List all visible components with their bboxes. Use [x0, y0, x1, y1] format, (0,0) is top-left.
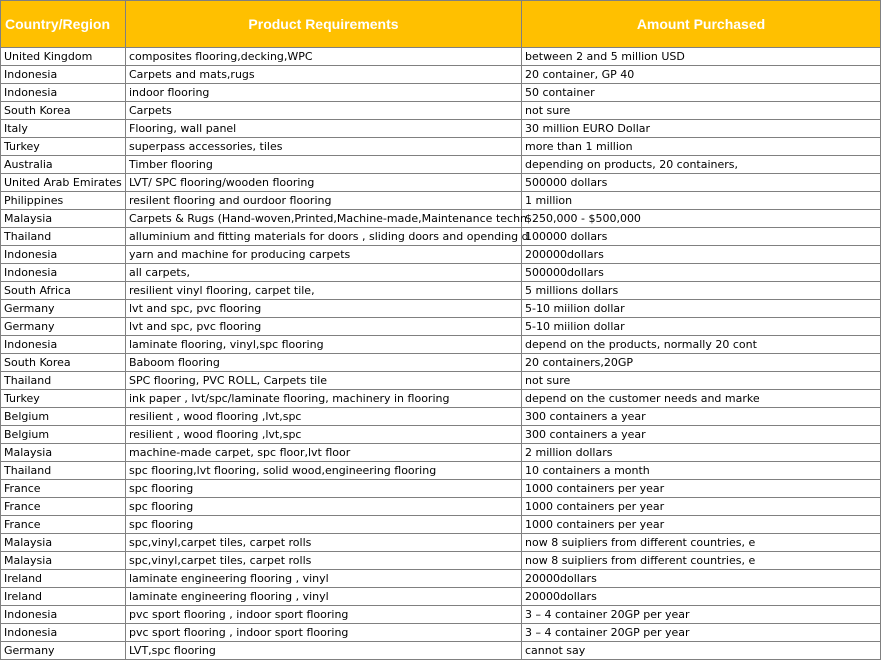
cell-country[interactable]: Turkey — [1, 138, 126, 156]
cell-country[interactable]: Belgium — [1, 408, 126, 426]
table-row — [1, 498, 881, 516]
cell-country[interactable]: Malaysia — [1, 444, 126, 462]
cell-country[interactable]: Germany — [1, 642, 126, 660]
table-row — [1, 210, 881, 228]
table-row — [1, 516, 881, 534]
cell-amount[interactable]: 30 million EURO Dollar — [522, 120, 881, 138]
table-row — [1, 48, 881, 66]
cell-amount[interactable]: more than 1 million — [522, 138, 881, 156]
table-row — [1, 174, 881, 192]
table-body — [1, 48, 881, 660]
cell-amount[interactable]: 500000 dollars — [522, 174, 881, 192]
cell-amount[interactable]: 20000dollars — [522, 588, 881, 606]
table-row — [1, 552, 881, 570]
table-row — [1, 624, 881, 642]
cell-country[interactable]: Indonesia — [1, 264, 126, 282]
cell-amount[interactable]: depend on the customer needs and marke — [522, 390, 881, 408]
cell-product[interactable]: LVT,spc flooring — [126, 642, 522, 660]
cell-product[interactable]: LVT/ SPC flooring/wooden flooring — [126, 174, 522, 192]
cell-product[interactable]: pvc sport flooring , indoor sport flooring — [126, 624, 522, 642]
cell-amount[interactable]: 10 containers a month — [522, 462, 881, 480]
cell-product[interactable]: resilient , wood flooring ,lvt,spc — [126, 408, 522, 426]
cell-amount[interactable]: now 8 suipliers from different countries, e — [522, 552, 881, 570]
cell-amount[interactable]: 100000 dollars — [522, 228, 881, 246]
cell-country[interactable]: France — [1, 480, 126, 498]
cell-country[interactable]: South Africa — [1, 282, 126, 300]
cell-country[interactable]: France — [1, 516, 126, 534]
cell-country[interactable]: Malaysia — [1, 552, 126, 570]
table-row — [1, 138, 881, 156]
cell-country[interactable]: Thailand — [1, 372, 126, 390]
cell-country[interactable]: Thailand — [1, 462, 126, 480]
cell-country[interactable]: Ireland — [1, 588, 126, 606]
header-product-requirements[interactable]: Product Requirements — [126, 1, 522, 48]
cell-amount[interactable]: $250,000 - $500,000 — [522, 210, 881, 228]
cell-product[interactable]: spc flooring,lvt flooring, solid wood,engineering flooring — [126, 462, 522, 480]
cell-country[interactable]: Italy — [1, 120, 126, 138]
table-row — [1, 156, 881, 174]
cell-amount[interactable]: not sure — [522, 372, 881, 390]
cell-product[interactable]: all carpets, — [126, 264, 522, 282]
cell-product[interactable]: resilent flooring and ourdoor flooring — [126, 192, 522, 210]
cell-product[interactable]: lvt and spc, pvc flooring — [126, 300, 522, 318]
cell-product[interactable]: lvt and spc, pvc flooring — [126, 318, 522, 336]
cell-country[interactable]: Ireland — [1, 570, 126, 588]
table-row — [1, 120, 881, 138]
cell-product[interactable]: Carpets and mats,rugs — [126, 66, 522, 84]
cell-amount[interactable]: depending on products, 20 containers, — [522, 156, 881, 174]
cell-country[interactable]: South Korea — [1, 354, 126, 372]
cell-product[interactable]: resilient vinyl flooring, carpet tile, — [126, 282, 522, 300]
table-row — [1, 246, 881, 264]
cell-amount[interactable]: cannot say — [522, 642, 881, 660]
table-row — [1, 462, 881, 480]
cell-country[interactable]: Australia — [1, 156, 126, 174]
cell-amount[interactable]: 50 container — [522, 84, 881, 102]
table-row — [1, 426, 881, 444]
cell-country[interactable]: South Korea — [1, 102, 126, 120]
cell-amount[interactable]: 2 million dollars — [522, 444, 881, 462]
cell-product[interactable]: machine-made carpet, spc floor,lvt floor — [126, 444, 522, 462]
cell-amount[interactable]: 500000dollars — [522, 264, 881, 282]
cell-product[interactable]: spc,vinyl,carpet tiles, carpet rolls — [126, 534, 522, 552]
table-row — [1, 336, 881, 354]
cell-amount[interactable]: 3 – 4 container 20GP per year — [522, 606, 881, 624]
cell-product[interactable]: alluminium and fitting materials for doors , sliding doors and opending d — [126, 228, 522, 246]
cell-amount[interactable]: not sure — [522, 102, 881, 120]
cell-country[interactable]: Indonesia — [1, 624, 126, 642]
cell-country[interactable]: Germany — [1, 300, 126, 318]
cell-amount[interactable]: 200000dollars — [522, 246, 881, 264]
table-row — [1, 300, 881, 318]
cell-product[interactable]: ink paper , lvt/spc/laminate flooring, machinery in flooring — [126, 390, 522, 408]
cell-amount[interactable]: 20 containers,20GP — [522, 354, 881, 372]
header-country-region[interactable]: Country/Region — [1, 1, 126, 48]
table-row — [1, 444, 881, 462]
cell-amount[interactable]: 5 millions dollars — [522, 282, 881, 300]
table-row — [1, 642, 881, 660]
cell-amount[interactable]: between 2 and 5 million USD — [522, 48, 881, 66]
cell-product[interactable]: SPC flooring, PVC ROLL, Carpets tile — [126, 372, 522, 390]
cell-product[interactable]: superpass accessories, tiles — [126, 138, 522, 156]
cell-product[interactable]: laminate engineering flooring , vinyl — [126, 570, 522, 588]
header-row — [1, 1, 881, 48]
cell-product[interactable]: Flooring, wall panel — [126, 120, 522, 138]
cell-country[interactable]: Malaysia — [1, 534, 126, 552]
cell-country[interactable]: United Kingdom — [1, 48, 126, 66]
table-row — [1, 192, 881, 210]
cell-country[interactable]: Belgium — [1, 426, 126, 444]
cell-country[interactable]: Germany — [1, 318, 126, 336]
cell-country[interactable]: France — [1, 498, 126, 516]
cell-amount[interactable]: 1000 containers per year — [522, 498, 881, 516]
cell-amount[interactable]: 1000 containers per year — [522, 480, 881, 498]
table-row — [1, 228, 881, 246]
cell-country[interactable]: Philippines — [1, 192, 126, 210]
table-row — [1, 84, 881, 102]
cell-product[interactable]: resilient , wood flooring ,lvt,spc — [126, 426, 522, 444]
cell-amount[interactable]: now 8 suipliers from different countries, e — [522, 534, 881, 552]
cell-amount[interactable]: 20 container, GP 40 — [522, 66, 881, 84]
cell-country[interactable]: Malaysia — [1, 210, 126, 228]
cell-product[interactable]: laminate engineering flooring , vinyl — [126, 588, 522, 606]
cell-product[interactable]: Baboom flooring — [126, 354, 522, 372]
cell-country[interactable]: Indonesia — [1, 66, 126, 84]
cell-amount[interactable]: 20000dollars — [522, 570, 881, 588]
table-row — [1, 66, 881, 84]
cell-product[interactable]: yarn and machine for producing carpets — [126, 246, 522, 264]
cell-product[interactable]: Carpets & Rugs (Hand-woven,Printed,Machine-made,Maintenance techn — [126, 210, 522, 228]
table-row — [1, 408, 881, 426]
cell-product[interactable]: composites flooring,decking,WPC — [126, 48, 522, 66]
cell-product[interactable]: spc,vinyl,carpet tiles, carpet rolls — [126, 552, 522, 570]
table-row — [1, 318, 881, 336]
table-row — [1, 480, 881, 498]
cell-amount[interactable]: depend on the products, normally 20 cont — [522, 336, 881, 354]
cell-country[interactable]: Turkey — [1, 390, 126, 408]
cell-country[interactable]: Thailand — [1, 228, 126, 246]
cell-country[interactable]: Indonesia — [1, 84, 126, 102]
table-row — [1, 390, 881, 408]
table-row — [1, 102, 881, 120]
table-row — [1, 354, 881, 372]
cell-amount[interactable]: 300 containers a year — [522, 408, 881, 426]
table-row — [1, 282, 881, 300]
cell-amount[interactable]: 1000 containers per year — [522, 516, 881, 534]
cell-product[interactable]: spc flooring — [126, 480, 522, 498]
table-row — [1, 372, 881, 390]
cell-amount[interactable]: 5-10 miilion dollar — [522, 300, 881, 318]
cell-product[interactable]: Timber flooring — [126, 156, 522, 174]
table-row — [1, 588, 881, 606]
cell-product[interactable]: pvc sport flooring , indoor sport flooring — [126, 606, 522, 624]
table-row — [1, 534, 881, 552]
cell-product[interactable]: laminate flooring, vinyl,spc flooring — [126, 336, 522, 354]
cell-country[interactable]: Indonesia — [1, 246, 126, 264]
cell-product[interactable]: spc flooring — [126, 498, 522, 516]
cell-amount[interactable]: 3 – 4 container 20GP per year — [522, 624, 881, 642]
table-row — [1, 606, 881, 624]
cell-product[interactable]: indoor flooring — [126, 84, 522, 102]
table-row — [1, 264, 881, 282]
cell-amount[interactable]: 1 million — [522, 192, 881, 210]
cell-country[interactable]: Indonesia — [1, 336, 126, 354]
cell-country[interactable]: Indonesia — [1, 606, 126, 624]
header-amount-purchased[interactable]: Amount Purchased — [522, 1, 881, 48]
cell-amount[interactable]: 5-10 miilion dollar — [522, 318, 881, 336]
cell-country[interactable]: United Arab Emirates — [1, 174, 126, 192]
cell-product[interactable]: spc flooring — [126, 516, 522, 534]
cell-amount[interactable]: 300 containers a year — [522, 426, 881, 444]
table-row — [1, 570, 881, 588]
cell-product[interactable]: Carpets — [126, 102, 522, 120]
